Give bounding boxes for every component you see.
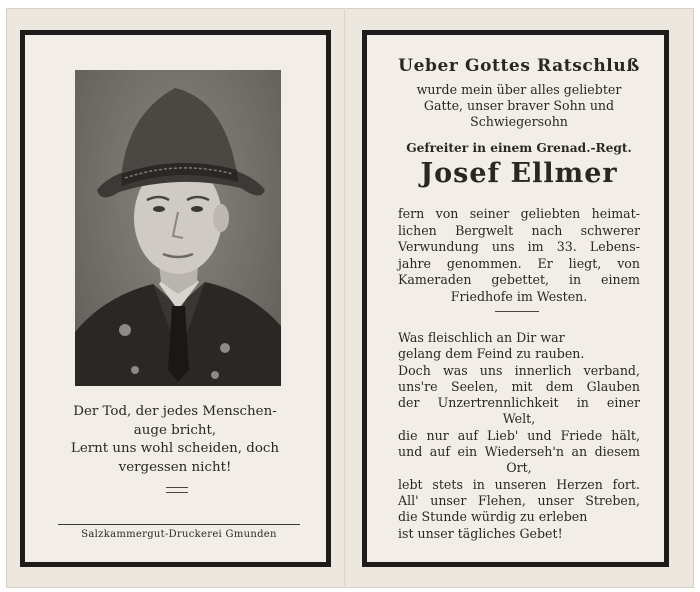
intro-line: Gatte, unser braver Sohn und: [423, 98, 615, 113]
verse-line: Der Tod, der jedes Menschen-: [73, 404, 277, 419]
intro-text: [398, 82, 640, 130]
poem-line: ist unser tägliches Gebet!: [398, 525, 563, 541]
bio-line: Verwundung uns im 33. Lebens-: [398, 239, 640, 254]
ornament-divider: [495, 311, 539, 312]
poem-line: Doch was uns innerlich verband,: [398, 362, 640, 378]
biography-text: [398, 206, 640, 305]
poem-line: die nur auf Lieb' und Friede hält,: [398, 427, 640, 443]
poem-line: der Unzertrennlichkeit in einer: [398, 395, 640, 411]
ornament-divider: [166, 487, 188, 493]
portrait-photo: [75, 70, 281, 386]
card-fold: [344, 8, 346, 586]
card-heading: Ueber Gottes Ratschluß: [398, 56, 640, 76]
poem-line: die Stunde würdig zu erleben: [398, 509, 588, 525]
military-rank: Gefreiter in einem Grenad.-Regt.: [406, 141, 632, 155]
verse-line: vergessen nicht!: [118, 459, 232, 475]
poem-line: lebt stets in unseren Herzen fort.: [398, 476, 640, 492]
verse-line: auge bricht,: [133, 422, 217, 438]
bio-line: jahre genommen. Er liegt, von: [398, 255, 640, 271]
poem-text: [398, 330, 640, 542]
intro-line: wurde mein über alles geliebter: [416, 82, 622, 97]
deceased-name: Josef Ellmer: [420, 158, 618, 189]
poem-line: Welt,: [502, 411, 536, 427]
intro-line: Schwiegersohn: [470, 114, 568, 129]
poem-line: Was fleischlich an Dir war: [398, 330, 565, 345]
bio-line: Friedhofe im Westen.: [450, 288, 588, 304]
left-verse: [40, 403, 310, 477]
poem-line: und auf ein Wiederseh'n an diesem: [398, 444, 640, 460]
printer-imprint: Salzkammergut-Druckerei Gmunden: [81, 529, 277, 540]
verse-line: Lernt uns wohl scheiden, doch: [70, 441, 280, 456]
printer-rule: [58, 524, 300, 525]
bio-line: fern von seiner geliebten heimat-: [398, 206, 640, 221]
poem-line: All' unser Flehen, unser Streben,: [398, 492, 640, 508]
poem-line: uns're Seelen, mit dem Glauben: [398, 378, 640, 394]
poem-line: gelang dem Feind zu rauben.: [398, 346, 585, 362]
bio-line: Kameraden gebettet, in einem: [398, 272, 640, 287]
poem-line: Ort,: [506, 460, 532, 476]
bio-line: lichen Bergwelt nach schwerer: [398, 222, 640, 238]
